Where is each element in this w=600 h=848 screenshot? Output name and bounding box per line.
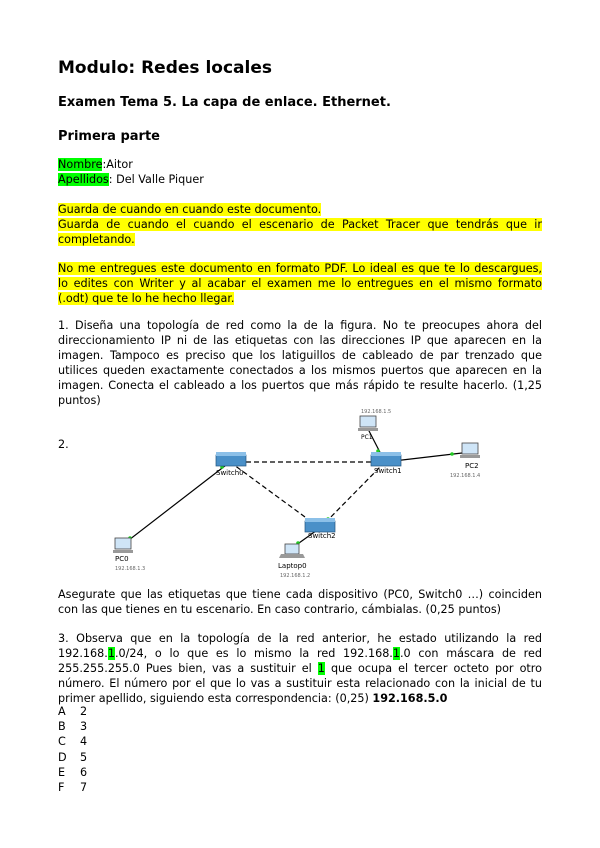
pc1-label: PC1	[361, 434, 373, 441]
list-item: F 7	[58, 781, 88, 795]
switch2-label: Switch2	[308, 532, 336, 540]
note-save-scenario: Guarda de cuando el cuando el escenario de Packet Tracer que tendrás que ir completando.	[58, 218, 542, 246]
question-1: 1. Diseña una topología de red como la de la figura. No te preocupes ahora del direccionamiento IP ni de las etiquetas con las direcciones IP que aparecen en la imagen. Tampoco es preciso que los latiguillos de cableado de par trenzado que utilices queden exactamente conectados a los mismos puertos que aparecen en la imagen. Conecta el cableado a los puertos que más rápido te resulte hacerlo. (1,25 puntos)	[58, 319, 542, 407]
student-name-line	[58, 157, 133, 172]
pc0-ip: 192.168.1.3	[115, 566, 146, 572]
switch0-icon	[216, 452, 246, 466]
laptop0-ip: 192.168.1.2	[280, 573, 311, 579]
link-pc0-switch0	[125, 462, 230, 543]
pc0-label: PC0	[115, 555, 129, 563]
pc1-ip: 192.168.1.5	[361, 409, 392, 415]
list-item: D 5	[58, 750, 88, 764]
name-value: :Aitor	[102, 158, 133, 171]
switch1-label: Switch1	[374, 467, 402, 475]
list-item: C 4	[58, 735, 88, 749]
switch1-icon	[371, 452, 401, 466]
surname-value: : Del Valle Piquer	[108, 173, 204, 186]
name-label: Nombre	[58, 158, 103, 171]
section-heading: Primera parte	[58, 129, 160, 144]
switch0-label: Switch0	[216, 469, 244, 477]
pc2-computer-icon	[460, 443, 480, 458]
answer-network: 192.168.5.0	[372, 692, 448, 705]
list-item: A 2	[58, 705, 88, 718]
pc2-ip: 192.168.1.4	[450, 473, 481, 479]
pc1-computer-icon	[358, 416, 378, 431]
pc0-computer-icon	[113, 538, 133, 553]
list-item: E 6	[58, 765, 88, 779]
note-save-doc: Guarda de cuando en cuando este documento.	[58, 203, 322, 216]
laptop0-label: Laptop0	[278, 562, 307, 570]
options-list	[58, 704, 87, 795]
document-title: Modulo: Redes locales	[58, 58, 272, 78]
question-2-text: Asegurate que las etiquetas que tiene cada dispositivo (PC0, Switch0 …) coinciden con las que tienes en tu escenario. En caso contrario, cámbialas. (0,25 puntos)	[58, 588, 542, 616]
laptop0-icon	[279, 544, 305, 558]
question-2-number: 2.	[58, 438, 69, 451]
student-surname-line	[58, 172, 204, 187]
list-item: B 3	[58, 720, 88, 734]
switch2-icon	[305, 518, 335, 532]
question-3: 3. Observa que en la topología de la red anterior, he estado utilizando la red 192.168.1.0/24, o lo que es lo mismo la red 192.168.1.0 con máscara de red 255.255.255.0 Pues bien, vas a sustituir el 1 que ocupa el tercer octeto por otro número. El número por el que lo vas a sustituir esta relacionado con la inicial de tu primer apellido, siguiendo esta correspondencia: (0,25) 192.168.5.0	[58, 632, 542, 705]
pc2-label: PC2	[465, 462, 479, 470]
note-format: No me entregues este documento en formato PDF. Lo ideal es que te lo descargues, lo edites con Writer y al acabar el examen me lo entregues en el mismo formato (.odt) que te lo he hecho llegar.	[58, 262, 542, 305]
exam-subtitle: Examen Tema 5. La capa de enlace. Ethernet.	[58, 95, 391, 110]
surname-label: Apellidos	[58, 173, 109, 186]
network-topology-diagram	[100, 405, 500, 580]
